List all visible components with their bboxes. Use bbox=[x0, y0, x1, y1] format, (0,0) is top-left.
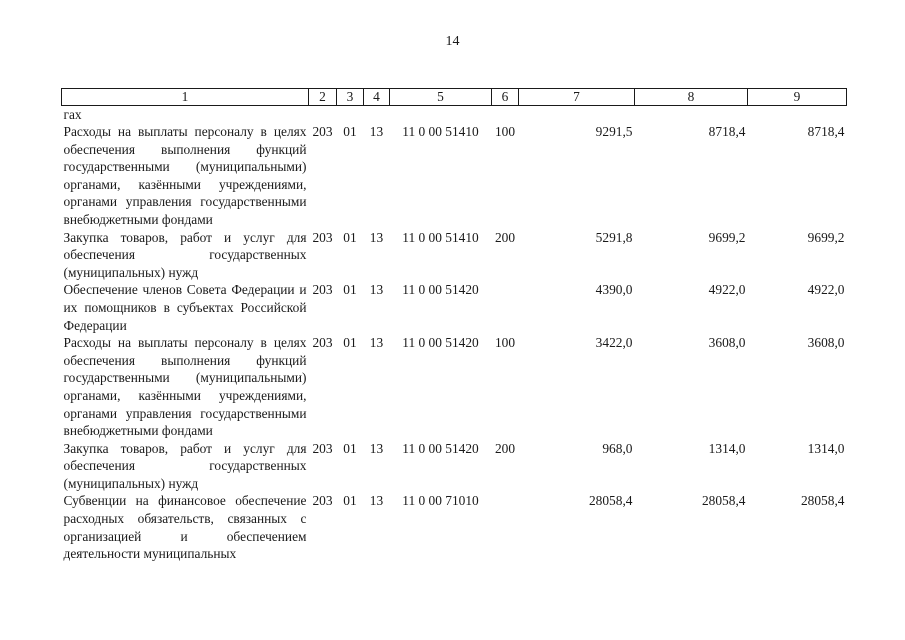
row-amount-col9: 3608,0 bbox=[807, 335, 845, 351]
row-section-code: 01 bbox=[343, 440, 357, 456]
row-ministry-code: 203 bbox=[312, 440, 333, 456]
row-expense-type: 100 bbox=[494, 335, 516, 351]
row-target-code: 11 0 00 51420 bbox=[402, 282, 479, 298]
row-amount-col7: 5291,8 bbox=[595, 229, 633, 245]
row-ministry-code: 203 bbox=[312, 335, 333, 351]
header-col-9: 9 bbox=[748, 89, 847, 106]
row-section-code: 01 bbox=[343, 493, 357, 509]
row-name: Субвенции на финансовое обеспечение расходных обязательств, связанных с организацией и обеспечением деятельности муниципальных bbox=[63, 493, 307, 562]
row-ministry-code: 203 bbox=[312, 124, 333, 139]
header-col-1: 1 bbox=[62, 89, 309, 106]
row-amount-col7: 28058,4 bbox=[588, 493, 633, 509]
table-row bbox=[62, 334, 847, 440]
row-name: Расходы на выплаты персоналу в целях обеспечения выполнения функций государственными (муниципальными) органами, казёнными учреждениями, органами управления государственными внебюджетными фондами bbox=[63, 124, 307, 227]
row-amount-col9: 4922,0 bbox=[807, 282, 845, 298]
row-section-code: 01 bbox=[343, 282, 357, 298]
row-expense-type: 100 bbox=[494, 124, 516, 139]
row-amount-col8: 4922,0 bbox=[708, 282, 746, 298]
table-row bbox=[62, 123, 847, 229]
row-name: Закупка товаров, работ и услуг для обеспечения государственных (муниципальных) нужд bbox=[63, 440, 307, 491]
row-name: Закупка товаров, работ и услуг для обеспечения государственных (муниципальных) нужд bbox=[63, 229, 307, 280]
table-row bbox=[62, 229, 847, 282]
row-name: Обеспечение членов Совета Федерации и их помощников в субъектах Российской Федерации bbox=[63, 282, 307, 333]
row-subsection-code: 13 bbox=[369, 124, 384, 139]
row-expense-type bbox=[492, 281, 519, 334]
row-section-code: 01 bbox=[343, 335, 357, 351]
row-amount-col7: 3422,0 bbox=[595, 335, 633, 351]
table-row bbox=[62, 440, 847, 493]
row-expense-type: 200 bbox=[494, 229, 516, 245]
header-col-6: 6 bbox=[492, 89, 519, 106]
header-col-7: 7 bbox=[519, 89, 635, 106]
table-row bbox=[62, 281, 847, 334]
row-amount-col9: 9699,2 bbox=[807, 229, 845, 245]
row-expense-type bbox=[492, 492, 519, 562]
row-target-code: 11 0 00 51410 bbox=[402, 229, 479, 245]
header-col-5: 5 bbox=[390, 89, 492, 106]
row-section-code: 01 bbox=[343, 229, 357, 245]
row-ministry-code: 203 bbox=[312, 282, 333, 298]
row-target-code: 11 0 00 71010 bbox=[402, 493, 479, 509]
row-target-code: 11 0 00 51410 bbox=[402, 124, 479, 139]
row-name: Расходы на выплаты персоналу в целях обеспечения выполнения функций государственными (муниципальными) органами, казёнными учреждениями, органами управления государственными внебюджетными фондами bbox=[63, 335, 307, 439]
table-row bbox=[62, 492, 847, 562]
row-amount-col8: 3608,0 bbox=[708, 335, 746, 351]
continuation-text: гах bbox=[63, 107, 82, 122]
row-amount-col7: 968,0 bbox=[602, 440, 633, 456]
row-ministry-code: 203 bbox=[312, 493, 333, 509]
row-target-code: 11 0 00 51420 bbox=[402, 440, 479, 456]
budget-table bbox=[61, 88, 847, 563]
row-amount-col7: 4390,0 bbox=[595, 282, 633, 298]
row-amount-col9: 1314,0 bbox=[807, 440, 845, 456]
header-row bbox=[62, 89, 847, 106]
row-subsection-code: 13 bbox=[369, 493, 384, 509]
row-section-code: 01 bbox=[343, 124, 357, 139]
row-subsection-code: 13 bbox=[369, 229, 384, 245]
row-amount-col8: 1314,0 bbox=[708, 440, 746, 456]
row-amount-col9: 8718,4 bbox=[807, 124, 845, 139]
row-ministry-code: 203 bbox=[312, 229, 333, 245]
row-amount-col9: 28058,4 bbox=[800, 493, 845, 509]
page-number: 14 bbox=[445, 34, 460, 49]
header-col-3: 3 bbox=[337, 89, 364, 106]
header-col-4: 4 bbox=[364, 89, 390, 106]
continuation-row bbox=[62, 106, 847, 124]
row-amount-col8: 9699,2 bbox=[708, 229, 746, 245]
row-amount-col8: 8718,4 bbox=[708, 124, 746, 139]
row-subsection-code: 13 bbox=[369, 282, 384, 298]
row-target-code: 11 0 00 51420 bbox=[402, 335, 479, 351]
row-subsection-code: 13 bbox=[369, 440, 384, 456]
row-expense-type: 200 bbox=[494, 440, 516, 456]
header-col-8: 8 bbox=[635, 89, 748, 106]
row-amount-col8: 28058,4 bbox=[701, 493, 746, 509]
header-col-2: 2 bbox=[309, 89, 337, 106]
row-amount-col7: 9291,5 bbox=[595, 124, 633, 139]
row-subsection-code: 13 bbox=[369, 335, 384, 351]
